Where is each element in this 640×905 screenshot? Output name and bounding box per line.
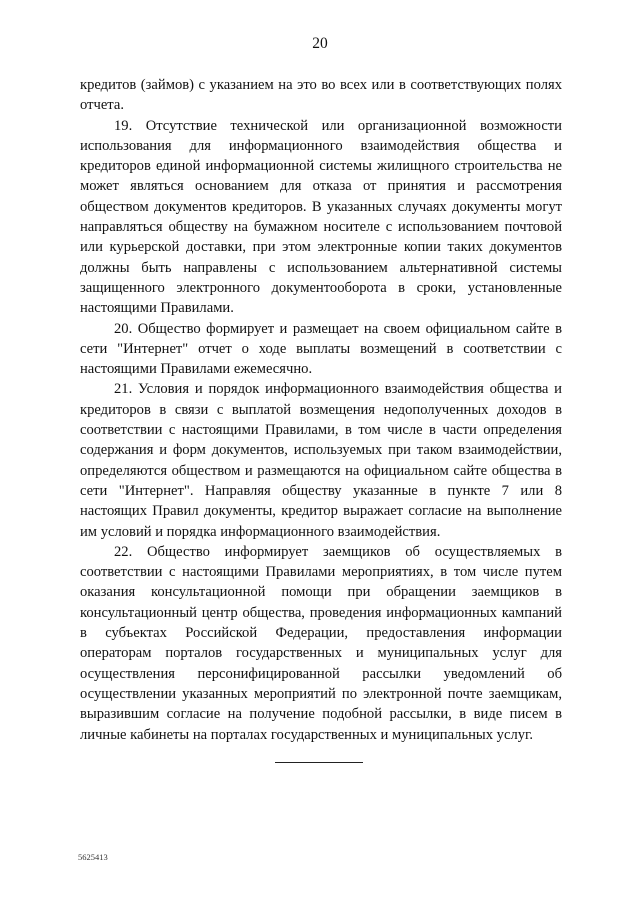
paragraph-20: 20. Общество формирует и размещает на своем официальном сайте в сети "Интернет" отчет о ходе выплаты возмещений в соответствии с настоящими Правилами ежемесячно. <box>80 320 562 378</box>
page-number: 20 <box>312 35 328 52</box>
paragraph-continuation: кредитов (займов) с указанием на это во всех или в соответствующих полях отчета. <box>80 77 562 114</box>
document-code: 5625413 <box>78 852 108 862</box>
paragraph-22: 22. Общество информирует заемщиков об осуществляемых в соответствии с настоящими Правилами мероприятиях, в том числе путем оказания консультационной помощи при обращении заемщиков в консультационный центр общества, проведения информационных кампаний в субъектах Российской Федерации, предоставления информации операторам порталов государственных и муниципальных услуг для осуществления персонифицированной рассылки уведомлений об осуществлении указанных мероприятий по электронной почте заемщикам, выразившим согласие на получение подобной рассылки, в виде писем в личные кабинеты на порталах государственных и муниципальных услуг. <box>80 543 562 743</box>
paragraph-21: 21. Условия и порядок информационного взаимодействия общества и кредиторов в связи с выплатой возмещения недополученных доходов в соответствии с настоящими Правилами, в том числе в части определения содержания и форм документов, используемых при таком взаимодействии, определяются обществом и размещаются на официальном сайте общества в сети "Интернет". Направляя обществу указанные в пункте 7 или 8 настоящих Правил документы, кредитор выражает согласие на выполнение им условий и порядка информационного взаимодействия. <box>80 381 562 540</box>
end-separator-line <box>275 762 363 763</box>
paragraph-19: 19. Отсутствие технической или организационной возможности использования для информационного взаимодействия общества и кредиторов единой информационной системы жилищного строительства не может являться основанием для отказа от принятия и рассмотрения обществом документов кредиторов. В указанных случаях документы могут направляться обществу на бумажном носителе с использованием почтовой или курьерской доставки, при этом электронные копии таких документов должны быть направлены с использованием альтернативной системы защищенного электронного документооборота в сроки, установленные настоящими Правилами. <box>80 117 562 317</box>
document-body <box>80 75 562 745</box>
